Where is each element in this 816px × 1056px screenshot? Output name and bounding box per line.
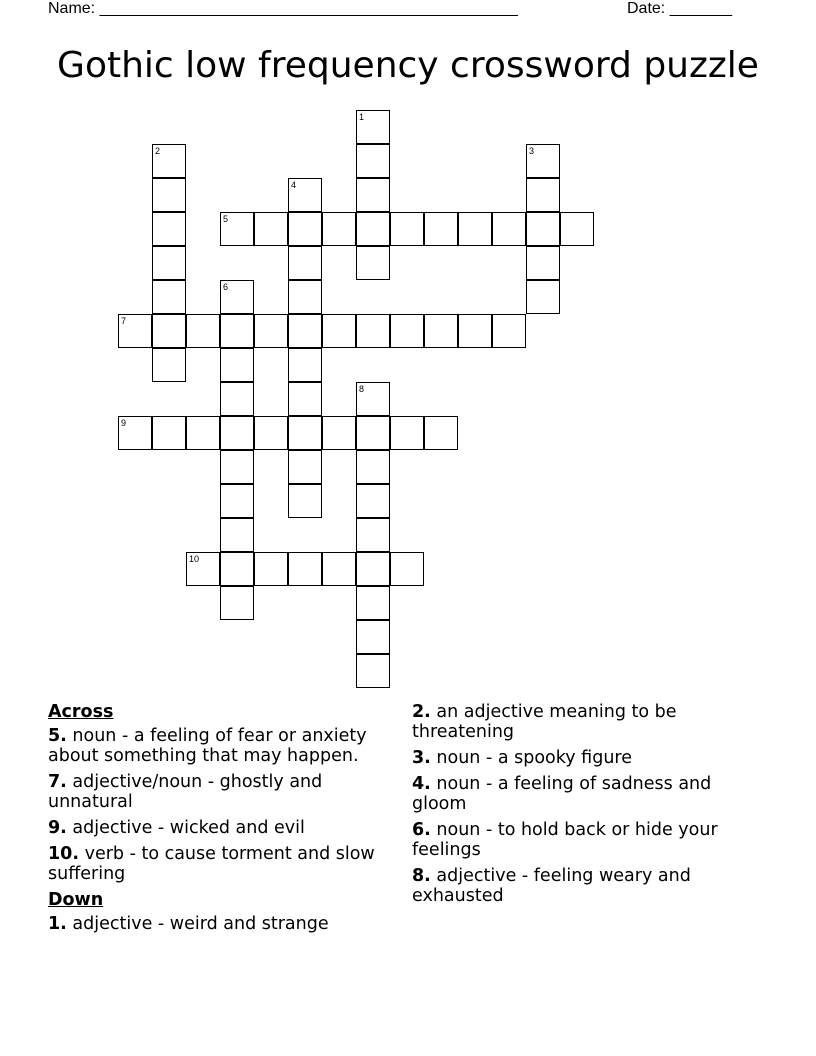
grid-cell[interactable] (356, 314, 390, 348)
grid-cell[interactable] (152, 144, 186, 178)
grid-cell[interactable] (356, 586, 390, 620)
grid-cell[interactable] (186, 552, 220, 586)
clue-number: 4 (291, 180, 297, 190)
grid-cell[interactable] (254, 212, 288, 246)
grid-cell[interactable] (220, 518, 254, 552)
grid-cell[interactable] (322, 552, 356, 586)
grid-cell[interactable] (288, 416, 322, 450)
grid-cell[interactable] (220, 348, 254, 382)
clue-number: 1 (359, 112, 365, 122)
grid-cell[interactable] (424, 212, 458, 246)
grid-cell[interactable] (186, 314, 220, 348)
grid-cell[interactable] (356, 450, 390, 484)
grid-cell[interactable] (356, 484, 390, 518)
clue-number: 9 (121, 418, 127, 428)
grid-cell[interactable] (390, 416, 424, 450)
grid-cell[interactable] (118, 416, 152, 450)
grid-cell[interactable] (526, 212, 560, 246)
grid-cell[interactable] (220, 552, 254, 586)
grid-cell[interactable] (288, 382, 322, 416)
grid-cell[interactable] (356, 178, 390, 212)
grid-cell[interactable] (458, 212, 492, 246)
across-heading: Across (48, 702, 114, 722)
clue-down-2: 2. an adjective meaning to be threatening (412, 702, 677, 742)
grid-cell[interactable] (458, 314, 492, 348)
grid-cell[interactable] (288, 348, 322, 382)
grid-cell[interactable] (356, 382, 390, 416)
grid-cell[interactable] (356, 620, 390, 654)
clue-down-3: 3. noun - a spooky figure (412, 748, 632, 768)
grid-cell[interactable] (152, 280, 186, 314)
grid-cell[interactable] (322, 212, 356, 246)
grid-cell[interactable] (288, 314, 322, 348)
grid-cell[interactable] (526, 246, 560, 280)
grid-cell[interactable] (288, 484, 322, 518)
down-heading: Down (48, 890, 104, 910)
grid-cell[interactable] (322, 314, 356, 348)
grid-cell[interactable] (152, 246, 186, 280)
grid-cell[interactable] (288, 246, 322, 280)
grid-cell[interactable] (288, 178, 322, 212)
grid-cell[interactable] (492, 314, 526, 348)
clue-number: 8 (359, 384, 365, 394)
grid-cell[interactable] (356, 416, 390, 450)
grid-cell[interactable] (526, 178, 560, 212)
grid-cell[interactable] (288, 212, 322, 246)
grid-cell[interactable] (390, 212, 424, 246)
clue-number: 6 (223, 282, 229, 292)
grid-cell[interactable] (220, 212, 254, 246)
clue-across-9: 9. adjective - wicked and evil (48, 818, 305, 838)
grid-cell[interactable] (322, 416, 356, 450)
clue-down-4: 4. noun - a feeling of sadness and gloom (412, 774, 712, 814)
grid-cell[interactable] (424, 314, 458, 348)
grid-cell[interactable] (220, 416, 254, 450)
grid-cell[interactable] (356, 110, 390, 144)
grid-cell[interactable] (356, 246, 390, 280)
grid-cell[interactable] (356, 518, 390, 552)
grid-cell[interactable] (220, 484, 254, 518)
grid-cell[interactable] (288, 280, 322, 314)
grid-cell[interactable] (356, 552, 390, 586)
grid-cell[interactable] (390, 552, 424, 586)
clue-across-5: 5. noun - a feeling of fear or anxiety about something that may happen. (48, 726, 367, 766)
clue-down-8: 8. adjective - feeling weary and exhausted (412, 866, 691, 906)
grid-cell[interactable] (254, 552, 288, 586)
clues-left-column (48, 702, 398, 940)
clue-number: 3 (529, 146, 535, 156)
grid-cell[interactable] (220, 280, 254, 314)
grid-cell[interactable] (152, 314, 186, 348)
grid-cell[interactable] (220, 586, 254, 620)
grid-cell[interactable] (152, 212, 186, 246)
grid-cell[interactable] (526, 280, 560, 314)
grid-cell[interactable] (288, 450, 322, 484)
grid-cell[interactable] (254, 416, 288, 450)
date-line: Date: _______ (627, 0, 732, 17)
grid-cell[interactable] (390, 314, 424, 348)
clue-down-1: 1. adjective - weird and strange (48, 914, 329, 934)
grid-cell[interactable] (424, 416, 458, 450)
clue-number: 7 (121, 316, 127, 326)
clue-number: 2 (155, 146, 161, 156)
grid-cell[interactable] (356, 144, 390, 178)
grid-cell[interactable] (152, 416, 186, 450)
name-line: Name: _______________________________________________ (48, 0, 518, 17)
grid-cell[interactable] (220, 450, 254, 484)
grid-cell[interactable] (118, 314, 152, 348)
grid-cell[interactable] (492, 212, 526, 246)
grid-cell[interactable] (220, 382, 254, 416)
clue-down-6: 6. noun - to hold back or hide your feelings (412, 820, 718, 860)
grid-cell[interactable] (186, 416, 220, 450)
grid-cell[interactable] (560, 212, 594, 246)
grid-cell[interactable] (152, 178, 186, 212)
grid-cell[interactable] (220, 314, 254, 348)
grid-cell[interactable] (526, 144, 560, 178)
clue-number: 5 (223, 214, 229, 224)
puzzle-title: Gothic low frequency crossword puzzle (57, 45, 759, 86)
clue-across-10: 10. verb - to cause torment and slow suffering (48, 844, 375, 884)
grid-cell[interactable] (356, 654, 390, 688)
clue-across-7: 7. adjective/noun - ghostly and unnatural (48, 772, 323, 812)
clues-right-column (412, 702, 757, 912)
grid-cell[interactable] (254, 314, 288, 348)
grid-cell[interactable] (288, 552, 322, 586)
grid-cell[interactable] (152, 348, 186, 382)
grid-cell[interactable] (356, 212, 390, 246)
clue-number: 10 (189, 554, 200, 564)
